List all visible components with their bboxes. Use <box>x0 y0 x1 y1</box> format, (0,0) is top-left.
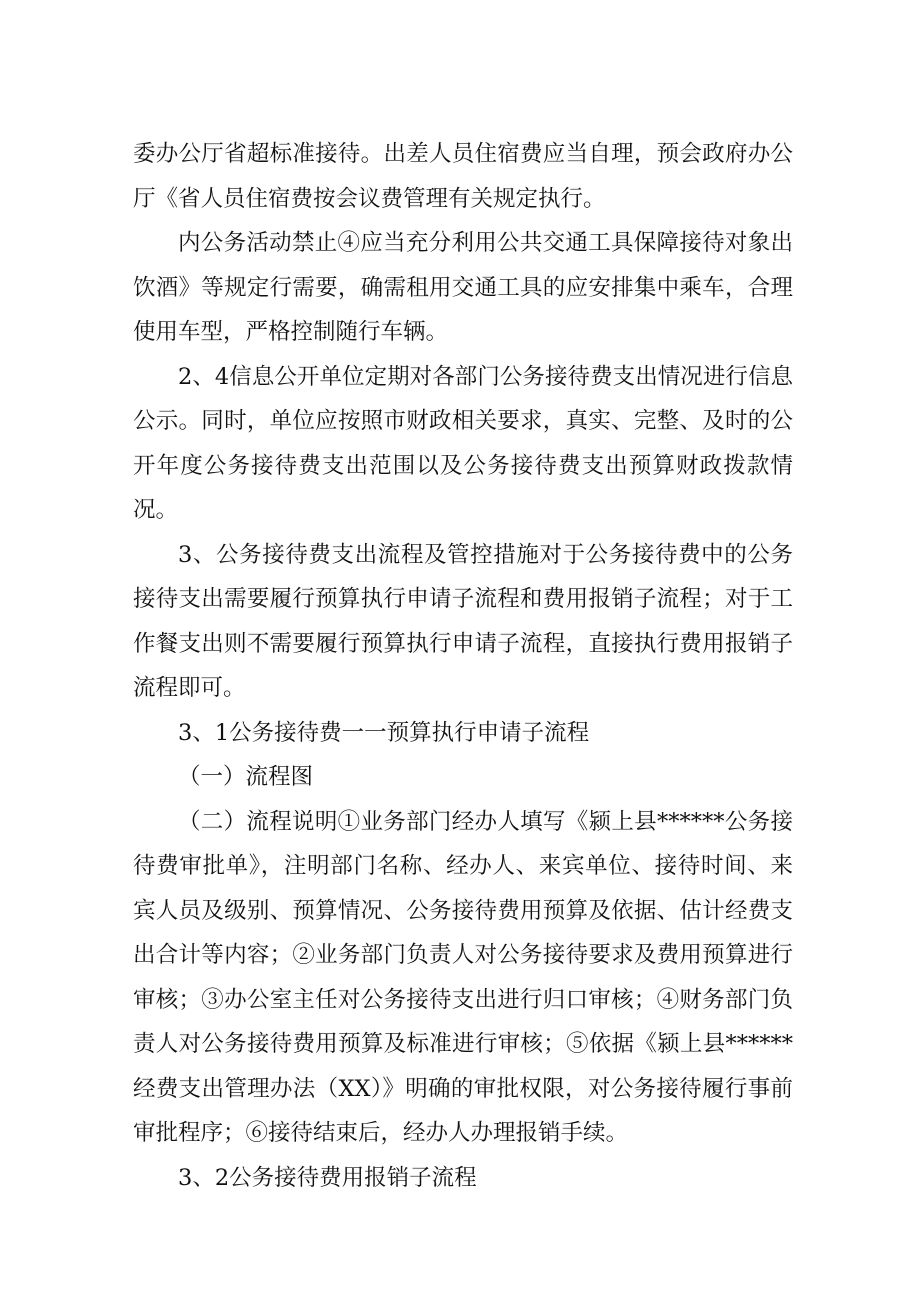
subheading-flowchart: （一）流程图 <box>178 764 314 790</box>
section-heading-3-2: 3、2公务接待费用报销子流程 <box>178 1164 477 1191</box>
paragraph-disclosure: 2、4信息公开单位定期对各部门公务接待费支出情况进行信息公示。同时，单位应按照市财政相关要求，真实、完整、及时的公开年度公务接待费支出范围以及公务接待费支出预算财政拨款情况。 <box>133 363 793 523</box>
section-heading-3-1: 3、1公务接待费一一预算执行申请子流程 <box>178 719 590 746</box>
document-body <box>133 132 793 1200</box>
paragraph-process-description: （二）流程说明①业务部门经办人填写《颍上县******公务接待费审批单》，注明部门名称、经办人、来宾单位、接待时间、来宾人员及级别、预算情况、公务接待费用预算及依据、估计经费支出合计等内容；②业务部门负责人对公务接待要求及费用预算进行审核；③办公室主任对公务接待支出进行归口审核；④财务部门负责人对公务接待费用预算及标准进行审核；⑤依据《颍上县******经费支出管理办法（XX）》明确的审批权限，对公务接待履行事前审批程序；⑥接待结束后，经办人办理报销手续。 <box>133 808 793 1146</box>
paragraph-transport: 内公务活动禁止④应当充分利用公共交通工具保障接待对象出饮酒》等规定行需要，确需租用交通工具的应安排集中乘车，合理使用车型，严格控制随行车辆。 <box>133 230 793 345</box>
paragraph-process-overview: 3、公务接待费支出流程及管控措施对于公务接待费中的公务接待支出需要履行预算执行申请子流程和费用报销子流程；对于工作餐支出则不需要履行预算执行申请子流程，直接执行费用报销子流程即可。 <box>133 541 793 701</box>
paragraph-continuation: 委办公厅省超标准接待。出差人员住宿费应当自理，预会政府办公厅《省人员住宿费按会议费管理有关规定执行。 <box>133 141 793 212</box>
